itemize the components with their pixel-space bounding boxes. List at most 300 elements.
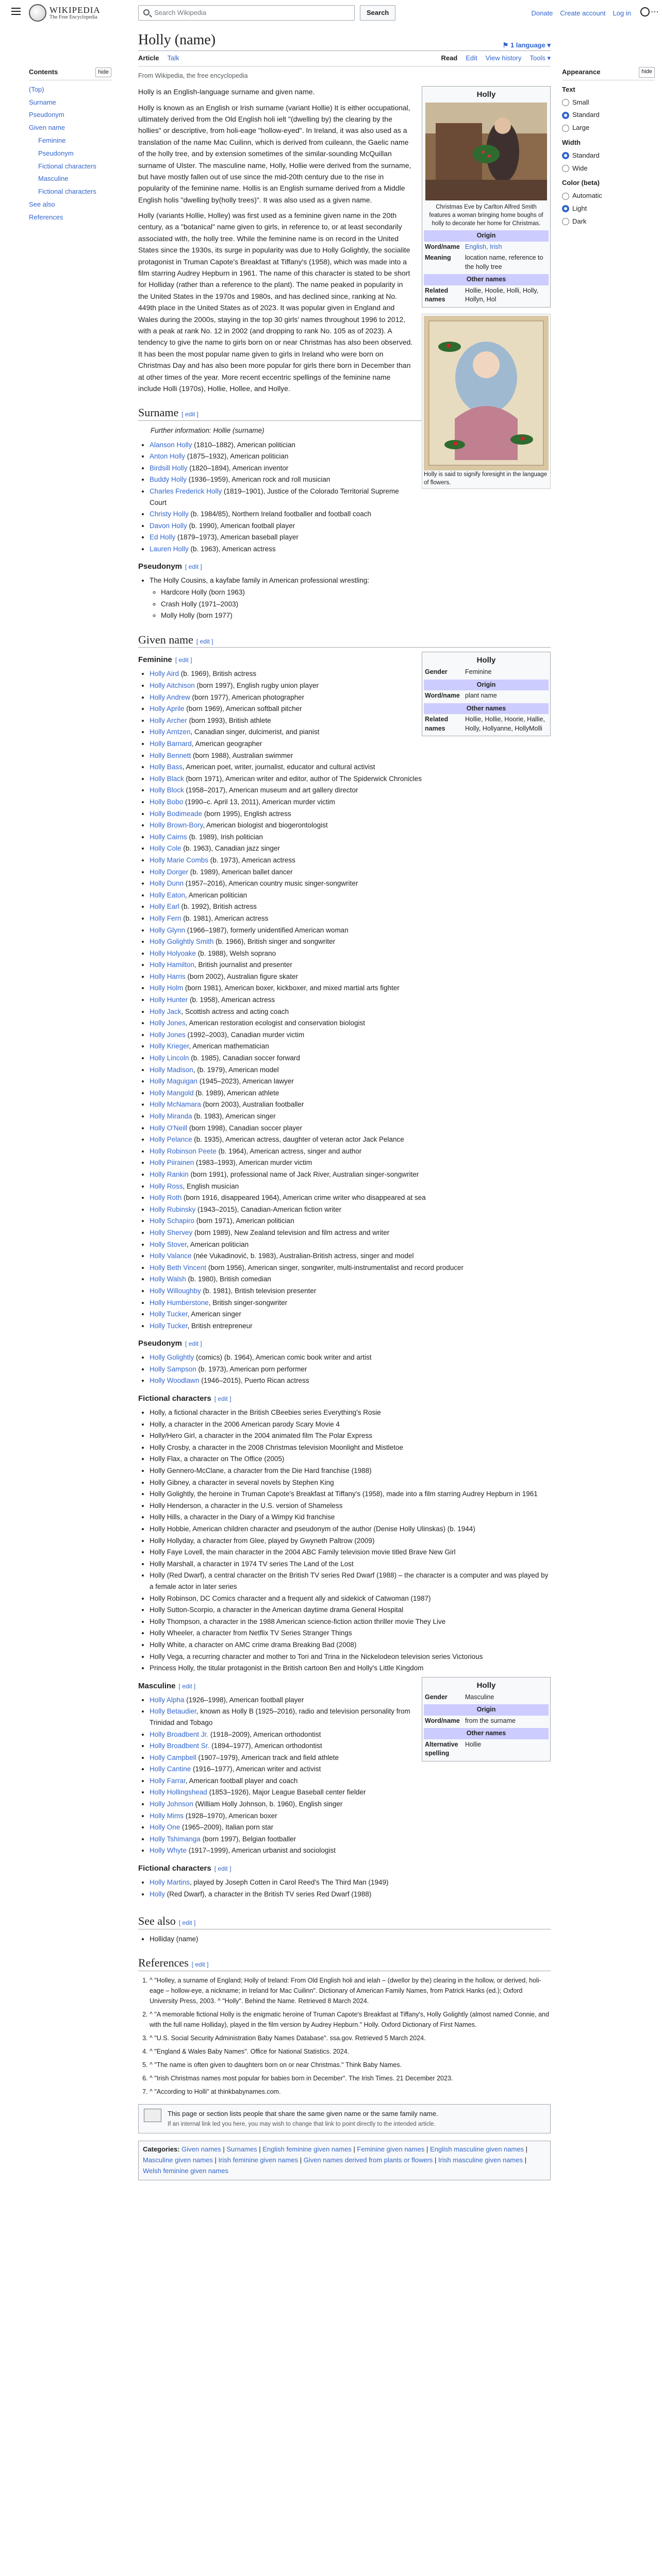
radio-option[interactable] — [562, 97, 655, 108]
person-link[interactable]: Holly Mangold — [150, 1089, 194, 1097]
person-link[interactable]: Holly Stover — [150, 1240, 187, 1248]
search-button[interactable]: Search — [360, 5, 395, 21]
list-item[interactable]: • Holly Dorger (b. 1989), American ballet dancer — [150, 867, 551, 878]
person-link[interactable]: Holly Broadbent Sr. — [150, 1742, 210, 1750]
alt-spelling-value: Hollie — [465, 1740, 482, 1748]
list-item[interactable]: • Holly (Red Dwarf), a character in the British TV series Red Dwarf (1988) — [150, 1889, 551, 1900]
references-heading: References [ edit ] — [138, 1956, 551, 1971]
person-link[interactable]: Davon Holly — [150, 521, 187, 530]
list-item[interactable]: • Holly Crosby, a character in the 2008 Christmas television Moonlight and Mistletoe — [150, 1442, 551, 1453]
toc-item[interactable]: Pseudonym — [38, 149, 74, 157]
list-item[interactable]: ◦ Molly Holly (born 1977) — [161, 610, 551, 621]
person-link[interactable]: Alanson Holly — [150, 440, 192, 449]
list-item[interactable]: • Buddy Holly (1936–1959), American rock and roll musician — [150, 474, 551, 485]
further-information: Further information: Hollie (surname) — [151, 426, 264, 434]
edit-link[interactable]: [ edit ] — [214, 1395, 231, 1403]
list-item[interactable]: • Holly Gibney, a character in several novels by Stephen King — [150, 1477, 551, 1488]
list-item[interactable]: • Holliday (name) — [150, 1934, 551, 1945]
edit-link[interactable]: [ edit ] — [181, 411, 198, 418]
holly-victorian-card-image[interactable] — [424, 316, 549, 470]
edit-link[interactable]: [ edit ] — [178, 1919, 196, 1927]
list-item[interactable]: • Holly Willoughby (b. 1981), British television presenter — [150, 1285, 551, 1297]
list-item[interactable]: • Holly Ross, English musician — [150, 1181, 551, 1192]
person-link[interactable]: Buddy Holly — [150, 476, 187, 484]
list-item[interactable]: • Holly Golightly (comics) (b. 1964), American comic book writer and artist — [150, 1352, 551, 1363]
person-link[interactable]: Holly Humberstone — [150, 1298, 209, 1307]
person-link[interactable]: Holly Beth Vincent — [150, 1263, 207, 1272]
list-item[interactable]: • Holly Robinson Peete (b. 1964), American actress, singer and author — [150, 1146, 551, 1157]
list-item[interactable]: • Holly Glynn (1966–1987), formerly unidentified American woman — [150, 925, 551, 936]
person-link[interactable]: Holly Archer — [150, 716, 187, 724]
list-item[interactable]: • Holly Cantine (1916–1977), American writer and activist — [150, 1764, 551, 1775]
list-item[interactable]: • Holly, a fictional character in the British CBeebies series Everything's Rosie — [150, 1407, 551, 1418]
wordname-key: Word/name — [425, 1717, 460, 1724]
person-link[interactable]: Holly Woodlawn — [150, 1377, 200, 1385]
given-name-heading: Given name [ edit ] — [138, 633, 551, 648]
category-link[interactable]: Irish masculine given names — [438, 2156, 523, 2164]
list-item[interactable]: • Holly Madison, (b. 1979), American model — [150, 1064, 551, 1076]
list-item[interactable]: • Holly Marie Combs (b. 1973), American actress — [150, 855, 551, 866]
list-item[interactable]: • Charles Frederick Holly (1819–1901), Justice of the Colorado Territorial Supreme Court — [150, 486, 551, 508]
person-link[interactable]: Holly Piirainen — [150, 1159, 194, 1167]
category-link[interactable]: Given names derived from plants or flowers — [303, 2156, 433, 2164]
list-item[interactable]: • Holly Gennero-McClane, a character from the Die Hard franchise (1988) — [150, 1465, 551, 1477]
toc-item[interactable]: Pseudonym — [29, 111, 64, 119]
edit-link[interactable]: [ edit ] — [175, 656, 192, 664]
toc-item[interactable]: Given name — [29, 124, 65, 132]
person-link[interactable]: Holly Rankin — [150, 1170, 189, 1178]
list-item[interactable]: • Holly White, a character on AMC crime drama Breaking Bad (2008) — [150, 1639, 551, 1651]
appearance-panel — [562, 67, 655, 229]
person-link[interactable]: Holly Bobo — [150, 798, 184, 806]
list-item[interactable]: • Holly Vega, a recurring character and mother to Tori and Trina in the Nickelodeon television series Victorious — [150, 1651, 551, 1663]
tab-read[interactable]: Read — [441, 54, 458, 62]
list-item[interactable]: • Holly Campbell (1907–1979), American track and field athlete — [150, 1752, 551, 1764]
list-item[interactable]: • Holly Bass, American poet, writer, journalist, educator and cultural activist — [150, 761, 551, 773]
list-item[interactable]: • Holly Pelance (b. 1935), American actress, daughter of veteran actor Jack Pelance — [150, 1134, 551, 1145]
person-link[interactable]: Holly Walsh — [150, 1275, 186, 1283]
list-item[interactable]: • Holly Block (1958–2017), American museum and art gallery director — [150, 785, 551, 796]
radio-option[interactable] — [562, 110, 655, 121]
person-link[interactable]: Anton Holly — [150, 452, 186, 461]
list-item[interactable]: • Holly Marshall, a character in 1974 TV series The Land of the Lost — [150, 1558, 551, 1570]
list-item[interactable]: • Holly Miranda (b. 1983), American singer — [150, 1111, 551, 1122]
feminine-fictional-list — [150, 1407, 551, 1674]
person-link[interactable]: Ed Holly — [150, 533, 176, 541]
list-item[interactable]: • Holly Robinson, DC Comics character and a frequent ally and sidekick of Catwoman (1987) — [150, 1593, 551, 1604]
category-link[interactable]: Feminine given names — [357, 2145, 425, 2154]
radio-label: Automatic — [572, 192, 602, 200]
list-item[interactable]: • Alanson Holly (1810–1882), American politician — [150, 439, 551, 451]
person-link[interactable]: Holly Broadbent Jr. — [150, 1730, 209, 1738]
edit-link[interactable]: [ edit ] — [191, 1961, 209, 1969]
person-link[interactable]: Holly Madison — [150, 1065, 193, 1074]
person-link[interactable]: Holly Bennett — [150, 751, 191, 759]
person-link[interactable]: Holly Cantine — [150, 1765, 191, 1773]
person-link[interactable]: Holly Holyoake — [150, 949, 196, 957]
radio-icon[interactable] — [562, 112, 569, 119]
color-label: Color (beta) — [562, 179, 600, 187]
radio-label: Standard — [572, 111, 600, 119]
list-item[interactable]: • Holly Hollyday, a character from Glee, played by Gwyneth Paltrow (2009) — [150, 1535, 551, 1547]
person-link[interactable]: Holly Tshimanga — [150, 1835, 201, 1843]
list-item[interactable]: • Holly Andrew (born 1977), American photographer — [150, 692, 551, 703]
masculine-fictional-list — [150, 1877, 551, 1900]
category-link[interactable]: Surnames — [226, 2145, 257, 2154]
other-names-header: Other names — [424, 1728, 549, 1739]
person-link[interactable]: Charles Frederick Holly — [150, 487, 222, 495]
wordname-key: Word/name — [425, 243, 460, 250]
person-link[interactable]: Holly Jones — [150, 1030, 186, 1039]
list-item[interactable]: • Princess Holly, the titular protagonist in the British cartoon Ben and Holly's Little Kingdom — [150, 1663, 551, 1674]
list-item[interactable]: • Holly Stover, American politician — [150, 1239, 551, 1250]
list-item[interactable]: • Holly Archer (born 1993), British athlete — [150, 715, 551, 726]
site-header — [0, 0, 662, 26]
list-item[interactable]: • Holly Farrar, American football player and coach — [150, 1775, 551, 1787]
list-item[interactable]: • Anton Holly (1875–1932), American politician — [150, 451, 551, 462]
category-link[interactable]: Given names — [181, 2145, 221, 2154]
list-item[interactable]: • Holly Golightly Smith (b. 1966), British singer and songwriter — [150, 936, 551, 947]
person-link[interactable]: Holly Glynn — [150, 926, 186, 934]
person-link[interactable]: Holly Marie Combs — [150, 856, 209, 864]
related-key: Related names — [425, 286, 449, 303]
radio-option[interactable] — [562, 150, 655, 161]
list-item[interactable]: • Holly Thompson, a character in the 1988 American science-fiction action thriller movie They Live — [150, 1616, 551, 1628]
list-item[interactable]: • Holly Schapiro (born 1971), American politician — [150, 1215, 551, 1227]
person-link[interactable]: Holly Fern — [150, 914, 181, 922]
radio-option[interactable] — [562, 123, 655, 133]
list-item[interactable]: • Holly Holyoake (b. 1988), Welsh soprano — [150, 948, 551, 959]
edit-link[interactable]: [ edit ] — [185, 1340, 202, 1348]
radio-option[interactable] — [562, 191, 655, 201]
person-link[interactable]: Holly Hunter — [150, 996, 188, 1004]
toc-item[interactable]: Fictional characters — [38, 162, 96, 170]
person-link[interactable]: Holly Pelance — [150, 1136, 192, 1144]
list-item[interactable]: • Christy Holly (b. 1984/85), Northern Ireland footballer and football coach — [150, 509, 551, 520]
list-item[interactable]: • Holly Betaudier, known as Holly B (1925–2016), radio and television personality from Trinidad and Tobago — [150, 1706, 551, 1728]
list-item[interactable]: • Holly Aitchison (born 1997), English rugby union player — [150, 680, 551, 691]
category-link[interactable]: Welsh feminine given names — [143, 2166, 228, 2175]
list-item[interactable]: • Holly Humberstone, British singer-songwriter — [150, 1297, 551, 1309]
feminine-heading: Feminine [ edit ] — [138, 655, 192, 665]
list-item[interactable]: • Holly Bennett (born 1988), Australian swimmer — [150, 750, 551, 761]
radio-icon[interactable] — [562, 165, 569, 172]
list-item[interactable]: • Holly Brown-Bory, American biologist and biogerontologist — [150, 820, 551, 831]
radio-label: Wide — [572, 164, 588, 172]
infobox-caption: Christmas Eve by Carlton Alfred Smith features a woman bringing home boughs of holly to decorate her home for Christmas. — [429, 204, 543, 227]
list-item[interactable]: • Holly Tucker, British entrepreneur — [150, 1320, 551, 1332]
person-link[interactable]: Holly Jones — [150, 1019, 186, 1027]
list-item[interactable]: • Holly Faye Lovell, the main character in the 2004 ABC Family television movie titled Brave New Girl — [150, 1547, 551, 1558]
radio-icon[interactable] — [562, 218, 569, 225]
person-link[interactable]: Holly O'Neill — [150, 1124, 188, 1132]
person-link[interactable]: Holly Sampson — [150, 1365, 196, 1373]
categories-label: Categories: — [143, 2145, 180, 2154]
width-label: Width — [562, 138, 581, 146]
list-item[interactable]: • Holly Aprile (born 1969), American softball pitcher — [150, 703, 551, 715]
list-item[interactable]: • Holly Johnson (William Holly Johnson, b. 1960), English singer — [150, 1799, 551, 1810]
list-item[interactable]: • Holly/Hero Girl, a character in the 2004 animated film The Polar Express — [150, 1430, 551, 1442]
person-link[interactable]: Holly Campbell — [150, 1753, 196, 1761]
wordname-value[interactable]: English, Irish — [465, 243, 502, 250]
edit-link[interactable]: [ edit ] — [214, 1865, 231, 1873]
list-item[interactable]: • Holly Cairns (b. 1989), Irish politician — [150, 832, 551, 843]
person-link[interactable]: Holly Krieger — [150, 1042, 189, 1050]
list-item[interactable]: • Holly Hunter (b. 1958), American actress — [150, 994, 551, 1006]
person-link[interactable]: Holly Block — [150, 786, 184, 794]
list-item[interactable]: • Holly Tshimanga (born 1997), Belgian footballer — [150, 1834, 551, 1845]
person-link[interactable]: Christy Holly — [150, 510, 189, 518]
person-link[interactable]: Holly Dunn — [150, 879, 184, 888]
radio-label: Small — [572, 98, 589, 106]
list-item[interactable]: • Holly Bobo (1990–c. April 13, 2011), American murder victim — [150, 796, 551, 808]
list-item[interactable]: • Holly Tucker, American singer — [150, 1309, 551, 1320]
person-link[interactable]: Holly Golightly — [150, 1353, 194, 1362]
toc-item[interactable]: Fictional characters — [38, 188, 96, 196]
tab-tools[interactable]: Tools ▾ — [529, 54, 551, 62]
list-item[interactable]: • Holly Wheeler, a character from Netflix TV Series Stranger Things — [150, 1628, 551, 1639]
person-link[interactable]: Holly Betaudier — [150, 1707, 196, 1716]
list-item[interactable]: • Birdsill Holly (1820–1894), American inventor — [150, 463, 551, 474]
gender-key: Gender — [425, 1693, 448, 1701]
list-item[interactable]: • Holly Eaton, American politician — [150, 890, 551, 901]
main-menu-icon[interactable] — [11, 8, 21, 15]
list-item[interactable]: • Holly (Red Dwarf), a central character on the British TV series Red Dwarf (1988) – the character is a computer and was played by a female actor in later series — [150, 1570, 551, 1592]
person-link[interactable]: Holly Cole — [150, 844, 181, 853]
person-link[interactable]: Holly Miranda — [150, 1112, 192, 1120]
person-link[interactable]: Holly Martins — [150, 1878, 190, 1887]
person-link[interactable]: Holly One — [150, 1823, 180, 1832]
person-link[interactable]: Holly Shervey — [150, 1228, 193, 1236]
person-link[interactable]: Holly Johnson — [150, 1800, 193, 1808]
person-link[interactable]: Holly Arntzen — [150, 728, 191, 736]
list-item[interactable]: • Holly Mims (1928–1970), American boxer — [150, 1810, 551, 1822]
person-link[interactable]: Holly Alpha — [150, 1696, 185, 1704]
person-link[interactable]: Holly Holm — [150, 984, 184, 992]
person-link[interactable]: Holly Black — [150, 774, 184, 783]
list-item[interactable]: • Davon Holly (b. 1990), American football player — [150, 520, 551, 532]
categories-box: Categories: Given names | Surnames | English feminine given names | Feminine given names | English masculine given names | Masculine given names | Irish feminine given names | Given names derived from plants or flowers | Irish masculine given names | Welsh feminine given names — [138, 2141, 551, 2180]
appearance-hide-button[interactable]: hide — [639, 67, 655, 78]
tab-talk[interactable]: Talk — [167, 54, 179, 62]
person-link[interactable]: Holly Mims — [150, 1811, 184, 1820]
reference-item: 5. ^ "The name is often given to daughters born on or near Christmas." Think Baby Names. — [150, 2060, 551, 2070]
list-item[interactable]: • Holly Fern (b. 1981), American actress — [150, 913, 551, 924]
toc-hide-button[interactable]: hide — [95, 67, 111, 78]
list-item[interactable]: • Holly Dunn (1957–2016), American country music singer-songwriter — [150, 878, 551, 889]
toc-item[interactable]: References — [29, 213, 63, 221]
person-link[interactable]: Holly Aprile — [150, 705, 185, 713]
user-icon[interactable] — [640, 7, 650, 16]
toc-item[interactable]: Masculine — [38, 175, 69, 183]
radio-option[interactable] — [562, 163, 655, 174]
list-item[interactable]: • Holly Woodlawn (1946–2015), Puerto Rican actress — [150, 1375, 551, 1386]
category-link[interactable]: Irish feminine given names — [218, 2156, 299, 2164]
toc-item[interactable]: Feminine — [38, 136, 66, 144]
list-item[interactable]: • Ed Holly (1879–1973), American baseball player — [150, 532, 551, 543]
list-item[interactable]: ◦ Hardcore Holly (born 1963) — [161, 587, 551, 598]
person-link[interactable]: Holly Harris — [150, 972, 186, 980]
person-link[interactable]: Holly Willoughby — [150, 1286, 201, 1295]
list-item[interactable]: • Holly Holm (born 1981), American boxer, kickboxer, and mixed martial arts fighter — [150, 982, 551, 994]
list-item[interactable]: • Holly Piirainen (1983–1993), American murder victim — [150, 1157, 551, 1168]
list-item[interactable]: • Holly Aird (b. 1969), British actress — [150, 668, 551, 680]
list-item[interactable]: • Holly Earl (b. 1992), British actress — [150, 901, 551, 912]
gender-key: Gender — [425, 668, 448, 676]
list-item[interactable]: • Holly Flax, a character on The Office (2005) — [150, 1453, 551, 1465]
list-item[interactable]: • Holly McNamara (born 2003), Australian footballer — [150, 1099, 551, 1110]
category-link[interactable]: English masculine given names — [429, 2145, 524, 2154]
related-value: Hollie, Hollie, Hoorie, Hallie, Holly, Hollyanne, HollyMolli — [465, 716, 545, 732]
person-link[interactable]: Holly Roth — [150, 1194, 182, 1202]
person-link[interactable]: Holly Dorger — [150, 868, 189, 876]
list-item[interactable]: • Holly Mangold (b. 1989), American athlete — [150, 1088, 551, 1099]
reference-item: 7. ^ "According to Holli" at thinkbabynames.com. — [150, 2087, 551, 2097]
person-link[interactable]: Holly Aitchison — [150, 682, 195, 690]
list-item[interactable]: • Holly Jack, Scottish actress and acting coach — [150, 1006, 551, 1018]
person-link[interactable]: Holly Schapiro — [150, 1217, 195, 1225]
list-item[interactable]: • Holly Cole (b. 1963), Canadian jazz singer — [150, 843, 551, 854]
radio-icon[interactable] — [562, 125, 569, 132]
list-item[interactable]: • Holly Hollingshead (1853–1926), Major League Baseball center fielder — [150, 1787, 551, 1798]
edit-link[interactable]: [ edit ] — [185, 563, 202, 571]
person-link[interactable]: Holly Lincoln — [150, 1054, 189, 1062]
list-item[interactable]: • The Holly Cousins, a kayfabe family in American professional wrestling: — [150, 575, 551, 586]
list-item[interactable]: • Holly Lincoln (b. 1985), Canadian soccer forward — [150, 1053, 551, 1064]
login-link[interactable]: Log in — [613, 9, 631, 17]
language-button[interactable]: ⚑ 1 language ▾ — [502, 41, 551, 49]
person-link[interactable]: Holly Brown-Bory — [150, 821, 203, 829]
person-link[interactable]: Holly Barnard — [150, 740, 192, 748]
create-account-link[interactable]: Create account — [560, 9, 606, 17]
person-link[interactable]: Holly Maguigan — [150, 1077, 198, 1086]
category-link[interactable]: English feminine given names — [262, 2145, 352, 2154]
list-item[interactable]: • Holly Barnard, American geographer — [150, 738, 551, 750]
christmas-eve-painting[interactable] — [425, 103, 547, 200]
person-link[interactable]: Holly Ross — [150, 1182, 183, 1190]
list-item[interactable]: • Holly Roth (born 1916, disappeared 1964), American crime writer who disappeared at sea — [150, 1192, 551, 1204]
list-item[interactable]: • Holly Whyte (1917–1999), American urbanist and sociologist — [150, 1845, 551, 1856]
list-item[interactable]: • Holly Jones, American restoration ecologist and conservation biologist — [150, 1018, 551, 1029]
list-item[interactable]: • Holly Sutton-Scorpio, a character in the American daytime drama General Hospital — [150, 1604, 551, 1616]
list-item[interactable]: • Holly Walsh (b. 1980), British comedian — [150, 1274, 551, 1285]
list-item[interactable]: • Lauren Holly (b. 1963), American actress — [150, 544, 551, 555]
person-link[interactable]: Holly — [150, 1890, 166, 1898]
list-item[interactable]: • Holly Alpha (1926–1998), American football player — [150, 1694, 551, 1706]
person-link[interactable]: Holly McNamara — [150, 1100, 201, 1109]
list-item[interactable]: • Holly O'Neill (born 1998), Canadian soccer player — [150, 1123, 551, 1134]
person-link[interactable]: Holly Bass — [150, 763, 183, 771]
wikipedia-logo[interactable] — [29, 4, 101, 22]
list-item[interactable]: • Holly, a character in the 2006 American parody Scary Movie 4 — [150, 1419, 551, 1430]
radio-option[interactable] — [562, 204, 655, 214]
person-link[interactable]: Holly Andrew — [150, 693, 190, 701]
list-item[interactable]: • Holly Hills, a character in the Diary of a Wimpy Kid franchise — [150, 1512, 551, 1523]
search-input[interactable]: Search Wikipedia — [138, 5, 355, 21]
fem-pseudonym-heading: Pseudonym [ edit ] — [138, 1339, 202, 1348]
pseudonym-list — [150, 575, 551, 621]
personal-links — [531, 8, 631, 19]
person-link[interactable]: Holly Bodimeade — [150, 809, 203, 818]
intro-paragraph-3: Holly (variants Hollie, Holley) was first used as a feminine given name in the 20th century, as a "botanical" name given to girls, in reference to, or at least secondarily associated with, the holly tree. While the feminine name is on record in the United States since the 1930s, its surge in popularity was due to Holly Golightly, the socialite protagonist in Truman Capote's Breakfast at Tiffany's (1958), which was made into a film starring Audrey Hepburn in 1961. The name of this character is stated to be short for Holliday (rather than a reference to the plant). The name peaked in popularity in the United States in the 1970s and 1980s, and has declined since, ranking at No. 449th place in the United States as of 2023. It was popular given in England and Wales during the 2000s, staying in the top 30 girls' names throughout 1996 to 2012, with a peak at rank No. 12 in 2002 (and dropping to rank No. 105 as of 2023). A tendency to give the name to girls born on or near Christmas has also been observed. It has been the most popular name given to girls in Ireland who were born on Christmas Day and has also been more popular for girls there born in December than at other times of the year. More recent eccentric spellings of the feminine name include Holli (1970s), Hollie, Hollee, and Hollye. — [138, 211, 413, 393]
list-item[interactable]: • Holly One (1965–2009), Italian porn star — [150, 1822, 551, 1833]
list-item[interactable]: • Holly Sampson (b. 1973), American porn performer — [150, 1364, 551, 1375]
list-item[interactable]: • Holly Krieger, American mathematician — [150, 1041, 551, 1052]
list-item[interactable]: • Holly Harris (born 2002), Australian figure skater — [150, 971, 551, 982]
radio-option[interactable] — [562, 216, 655, 227]
person-link[interactable]: Holly Farrar — [150, 1776, 186, 1785]
person-link[interactable]: Holly Tucker — [150, 1321, 188, 1330]
edit-link[interactable]: [ edit ] — [178, 1682, 196, 1690]
person-link[interactable]: Holly Hollingshead — [150, 1788, 207, 1797]
list-item[interactable]: • Holly Maguigan (1945–2023), American lawyer — [150, 1076, 551, 1087]
list-item[interactable]: • Holly Golightly, the heroine in Truman Capote's Breakfast at Tiffany's (1958), made into a film starring Audrey Hepburn in 1961 — [150, 1488, 551, 1500]
wordname-value: plant name — [465, 692, 497, 700]
list-item[interactable]: • Holly Hobbie, American children character and pseudonym of the author (Denise Holly Ulinskas) (b. 1944) — [150, 1523, 551, 1535]
radio-icon[interactable] — [562, 193, 569, 200]
list-item[interactable]: ◦ Crash Holly (1971–2003) — [161, 599, 551, 610]
edit-link[interactable]: [ edit ] — [196, 637, 213, 645]
person-link[interactable]: Holly Earl — [150, 903, 179, 911]
list-item[interactable]: • Holly Bodimeade (born 1995), English actress — [150, 808, 551, 820]
other-names-header: Other names — [424, 703, 549, 715]
list-item[interactable]: • Holly Martins, played by Joseph Cotten in Carol Reed's The Third Man (1949) — [150, 1877, 551, 1888]
tab-edit[interactable]: Edit — [466, 54, 477, 62]
list-item[interactable]: • Holly Jones (1992–2003), Canadian murder victim — [150, 1029, 551, 1041]
person-link[interactable]: Holly Tucker — [150, 1310, 188, 1318]
person-link[interactable]: Holly Eaton — [150, 891, 186, 899]
person-link[interactable]: Holly Whyte — [150, 1846, 187, 1855]
list-item[interactable]: • Holly Valance (née Vukadinović, b. 1983), Australian-British actress, singer and model — [150, 1250, 551, 1262]
feminine-pseudonym-list — [150, 1352, 551, 1386]
category-link[interactable]: Masculine given names — [143, 2156, 213, 2164]
list-item[interactable]: • Holly Shervey (born 1989), New Zealand television and film actress and writer — [150, 1227, 551, 1239]
donate-link[interactable]: Donate — [531, 9, 553, 17]
person-link[interactable]: Holly Aird — [150, 670, 179, 678]
list-item[interactable]: • Holly Hamilton, British journalist and presenter — [150, 959, 551, 971]
list-item[interactable]: • Holly Arntzen, Canadian singer, dulcimerist, and pianist — [150, 726, 551, 738]
radio-icon[interactable] — [562, 205, 569, 212]
list-item[interactable]: • Holly Broadbent Jr. (1918–2009), American orthodontist — [150, 1729, 551, 1740]
tab-article[interactable]: Article — [138, 54, 159, 62]
toc-item[interactable]: (Top) — [29, 85, 44, 93]
list-item[interactable]: • Holly Henderson, a character in the U.S. version of Shameless — [150, 1500, 551, 1512]
toc-item[interactable]: See also — [29, 200, 55, 208]
origin-header: Origin — [424, 680, 549, 691]
person-link[interactable]: Lauren Holly — [150, 545, 189, 553]
person-link[interactable]: Holly Valance — [150, 1252, 192, 1260]
list-item[interactable]: • Holly Broadbent Sr. (1894–1977), American orthodontist — [150, 1740, 551, 1752]
person-link[interactable]: Holly Hamilton — [150, 961, 195, 969]
radio-icon[interactable] — [562, 152, 569, 159]
list-item[interactable]: • Holly Black (born 1971), American writer and editor, author of The Spiderwick Chronicles — [150, 773, 551, 785]
list-item[interactable]: • Holly Beth Vincent (born 1956), American singer, songwriter, multi-instrumentalist and record producer — [150, 1262, 551, 1274]
alt-spelling-key: Alternative spelling — [425, 1740, 458, 1757]
person-link[interactable]: Holly Jack — [150, 1007, 181, 1015]
list-item[interactable]: • Holly Rankin (born 1991), professional name of Jack River, Australian singer-songwriter — [150, 1169, 551, 1180]
list-item[interactable]: • Holly Rubinsky (1943–2015), Canadian-American fiction writer — [150, 1204, 551, 1215]
toc-item[interactable]: Surname — [29, 98, 56, 106]
person-link[interactable]: Holly Rubinsky — [150, 1205, 196, 1213]
meaning-value: location name, reference to the holly tree — [465, 254, 543, 270]
tab-history[interactable]: View history — [485, 54, 522, 62]
person-link[interactable]: Birdsill Holly — [150, 464, 188, 472]
person-link[interactable]: Holly Robinson Peete — [150, 1147, 217, 1155]
person-link[interactable]: Holly Golightly Smith — [150, 938, 214, 946]
more-icon[interactable]: ⋯ — [651, 8, 659, 16]
radio-icon[interactable] — [562, 99, 569, 106]
person-link[interactable]: Holly Cairns — [150, 833, 187, 841]
